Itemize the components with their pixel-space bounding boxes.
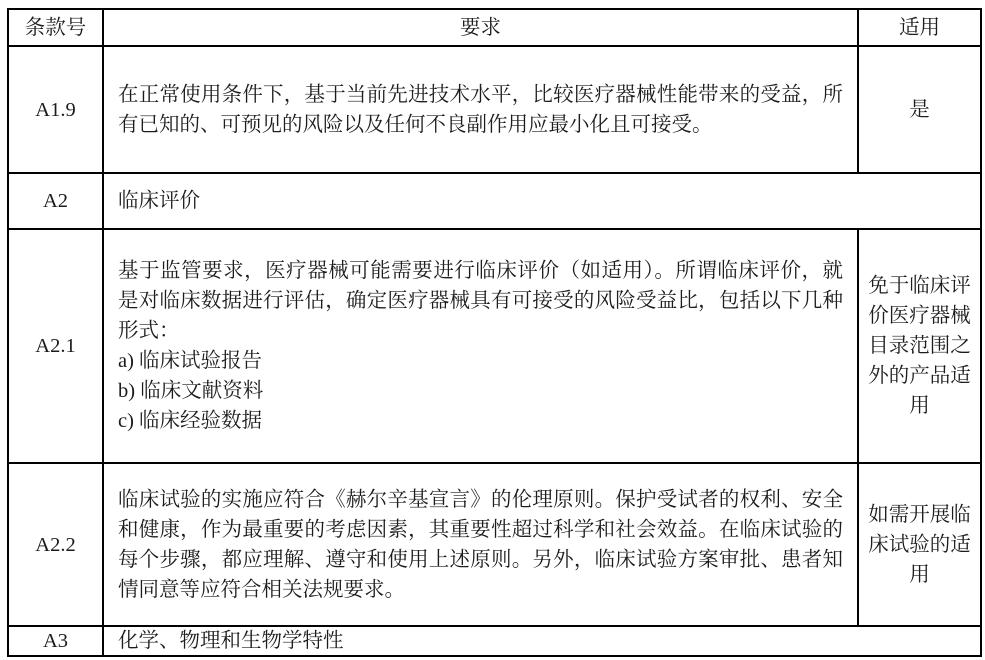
column-header-applicable: 适用 [858, 9, 981, 46]
clause-number-cell: A2.1 [8, 229, 103, 463]
requirement-paragraph: 基于监管要求，医疗器械可能需要进行临床评价（如适用）。所谓临床评价，就是对临床数据进行评估，确定医疗器械具有可接受的风险受益比，包括以下几种形式： [118, 260, 843, 342]
clause-number-cell: A2 [8, 173, 103, 229]
requirement-cell: 临床评价 [103, 173, 981, 229]
column-header-clause-number: 条款号 [8, 9, 103, 46]
requirement-cell [103, 229, 858, 463]
clause-number-cell: A2.2 [8, 463, 103, 626]
requirement-list-item: c) 临床经验数据 [118, 410, 263, 432]
table-row-a1-9 [8, 46, 981, 173]
requirement-cell: 化学、物理和生物学特性 [103, 626, 981, 656]
requirement-cell: 在正常使用条件下，基于当前先进技术水平，比较医疗器械性能带来的受益，所有已知的、可预见的风险以及任何不良副作用应最小化且可接受。 [103, 46, 858, 173]
requirement-cell: 临床试验的实施应符合《赫尔辛基宣言》的伦理原则。保护受试者的权利、安全和健康，作为最重要的考虑因素，其重要性超过科学和社会效益。在临床试验的每个步骤，都应理解、遵守和使用上述原则。另外，临床试验方案审批、患者知情同意等应符合相关法规要求。 [103, 463, 858, 626]
applicable-cell: 是 [858, 46, 981, 173]
clause-number-cell: A1.9 [8, 46, 103, 173]
table-header-row [8, 9, 981, 46]
requirements-table [7, 8, 982, 657]
column-header-requirement: 要求 [103, 9, 858, 46]
applicable-cell: 免于临床评价医疗器械目录范围之外的产品适用 [858, 229, 981, 463]
table-row-a3 [8, 626, 981, 656]
clause-number-cell: A3 [8, 626, 103, 656]
table-row-a2-2 [8, 463, 981, 626]
requirement-list-item: b) 临床文献资料 [118, 380, 264, 402]
table-row-a2 [8, 173, 981, 229]
applicable-cell: 如需开展临床试验的适用 [858, 463, 981, 626]
table-row-a2-1 [8, 229, 981, 463]
requirement-list-item: a) 临床试验报告 [118, 350, 263, 372]
